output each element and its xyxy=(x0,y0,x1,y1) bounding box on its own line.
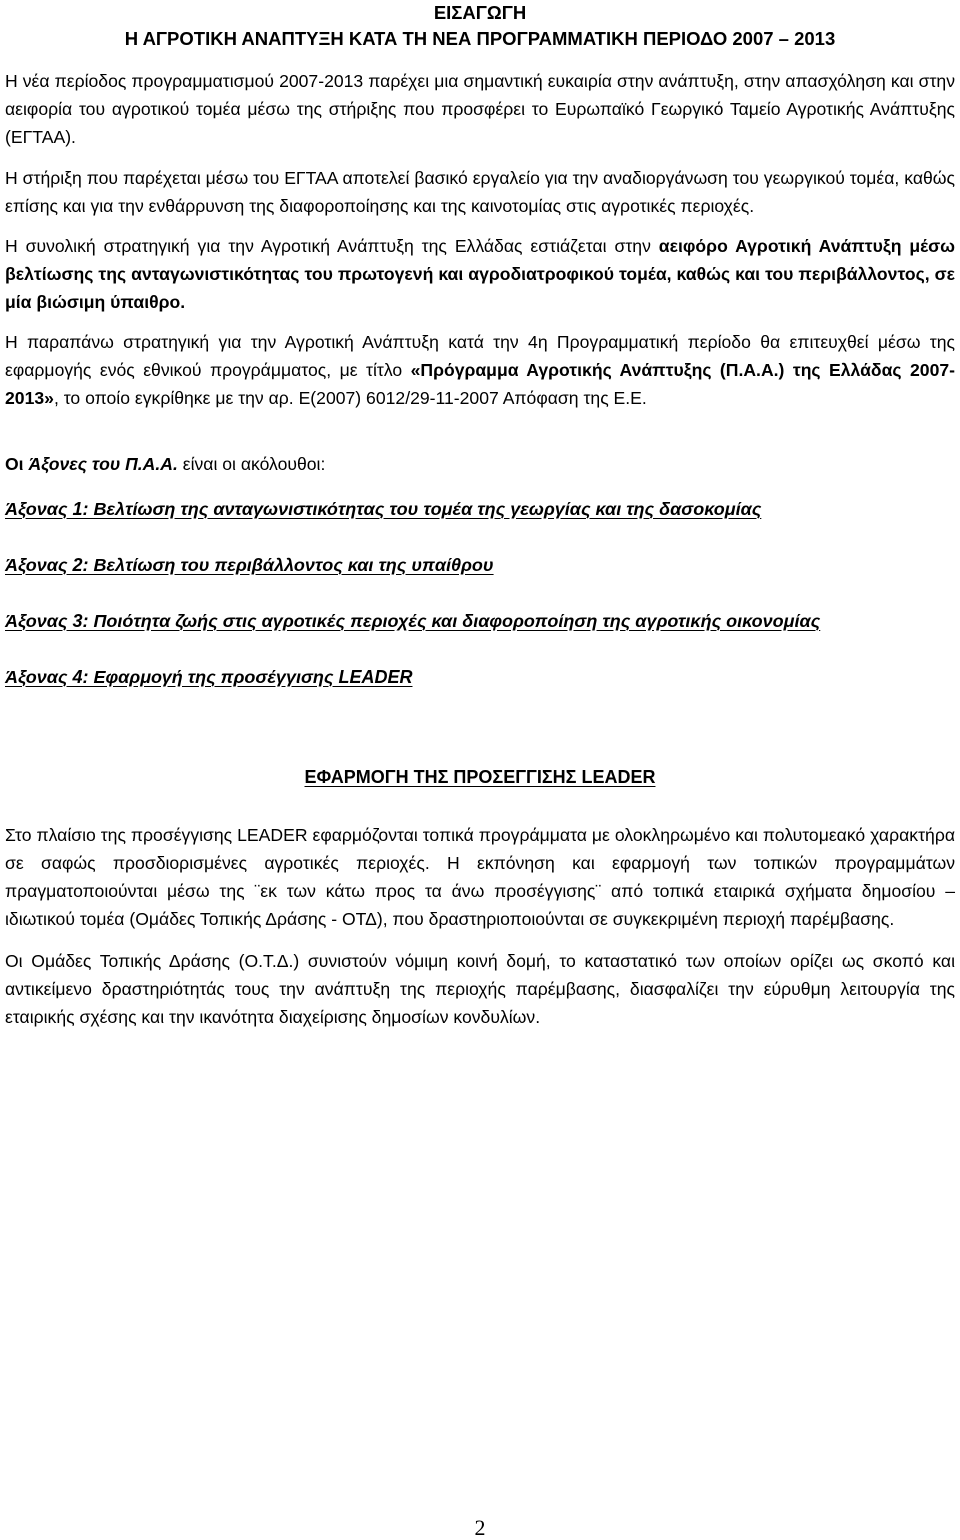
axes-intro-bold: Οι xyxy=(5,454,29,474)
axis-4: Άξονας 4: Εφαρμογή της προσέγγισης LEADER xyxy=(5,667,413,687)
leader-paragraph-2: Οι Ομάδες Τοπικής Δράσης (Ο.Τ.Δ.) συνιστούν νόμιμη κοινή δομή, το καταστατικό των οποίων ορίζει ως σκοπό και αντικείμενο δραστηριότητάς τους την ανάπτυξη της περιοχής παρέμβασης, διασφαλίζει την εύρυθμη λειτουργία της εταιρικής σχέσης και την ικανότητα διαχείρισης δημοσίων κονδυλίων. xyxy=(5,951,955,1027)
paragraph-4-text-a: Η παραπάνω στρατηγική για την Αγροτική Ανάπτυξη κατά την 4η Προγραμματική περίοδο θα επιτευχθεί μέσω της εφαρμογής ενός εθνικού προγράμματος, με τίτλο xyxy=(5,332,955,380)
paragraph-4-text-b: , το οποίο εγκρίθηκε με την αρ. Ε(2007) 6012/29-11-2007 Απόφαση της Ε.Ε. xyxy=(53,388,647,408)
leader-section-title: ΕΦΑΡΜΟΓΗ ΤΗΣ ΠΡΟΣΕΓΓΙΣΗΣ LEADER xyxy=(304,767,656,787)
axes-intro-bold-italic: Άξονες του Π.Α.Α. xyxy=(28,454,178,474)
axis-2: Άξονας 2: Βελτίωση του περιβάλλοντος και της υπαίθρου xyxy=(5,555,494,575)
heading-subtitle: Η ΑΓΡΟΤΙΚΗ ΑΝΑΠΤΥΞΗ ΚΑΤΑ ΤΗ ΝΕΑ ΠΡΟΓΡΑΜΜΑΤΙΚΗ ΠΕΡΙΟΔΟ 2007 – 2013 xyxy=(124,28,836,49)
axes-intro-text: είναι οι ακόλουθοι: xyxy=(177,454,326,474)
axis-1: Άξονας 1: Βελτίωση της ανταγωνιστικότητας του τομέα της γεωργίας και της δασοκομίας xyxy=(5,499,762,519)
paragraph-3-emphasis: αειφόρο Αγροτική Ανάπτυξη μέσω βελτίωσης της ανταγωνιστικότητας του πρωτογενή και αγροδιατροφικού τομέα, καθώς και του περιβάλλοντος, σε μία βιώσιμη ύπαιθρο. xyxy=(5,236,955,312)
page-number: 2 xyxy=(474,1515,486,1540)
paragraph-3 xyxy=(5,232,955,316)
page-content xyxy=(5,0,955,1031)
leader-paragraph-1: Στο πλαίσιο της προσέγγισης LEADER εφαρμόζονται τοπικά προγράμματα με ολοκληρωμένο και πολυτομεακό χαρακτήρα σε σαφώς προσδιορισμένες αγροτικές περιοχές. Η εκπόνηση και εφαρμογή των τοπικών προγραμμάτων πραγματοποιούνται μέσω της ¨εκ των κάτω προς τα άνω προσέγγισης¨ από τοπικά εταιρικά σχήματα δημοσίου – ιδιωτικού τομέα (Ομάδες Τοπικής Δράσης - ΟΤΔ), που δραστηριοποιούνται σε συγκεκριμένη περιοχή παρέμβασης. xyxy=(5,825,955,929)
programme-title: «Πρόγραμμα Αγροτικής Ανάπτυξης (Π.Α.Α.) της Ελλάδας 2007-2013» xyxy=(5,360,955,408)
paragraph-3-text: Η συνολική στρατηγική για την Αγροτική Ανάπτυξη της Ελλάδας εστιάζεται στην xyxy=(5,236,659,256)
paragraph-4 xyxy=(5,328,955,412)
axes-intro xyxy=(5,450,955,478)
axis-3: Άξονας 3: Ποιότητα ζωής στις αγροτικές περιοχές και διαφοροποίηση της αγροτικής οικονομίας xyxy=(5,611,821,631)
paragraph-2: Η στήριξη που παρέχεται μέσω του ΕΓΤΑΑ αποτελεί βασικό εργαλείο για την αναδιοργάνωση του γεωργικού τομέα, καθώς επίσης και για την ενθάρρυνση της διαφοροποίησης και της καινοτομίας στις αγροτικές περιοχές. xyxy=(5,168,955,216)
heading-intro: ΕΙΣΑΓΩΓΗ xyxy=(433,2,527,23)
paragraph-1: Η νέα περίοδος προγραμματισμού 2007-2013 παρέχει μια σημαντική ευκαιρία στην ανάπτυξη, στην απασχόληση και στην αειφορία του αγροτικού τομέα μέσω της στήριξης που προσφέρει το Ευρωπαϊκό Γεωργικό Ταμείο Αγροτικής Ανάπτυξης (ΕΓΤΑΑ). xyxy=(5,71,955,147)
